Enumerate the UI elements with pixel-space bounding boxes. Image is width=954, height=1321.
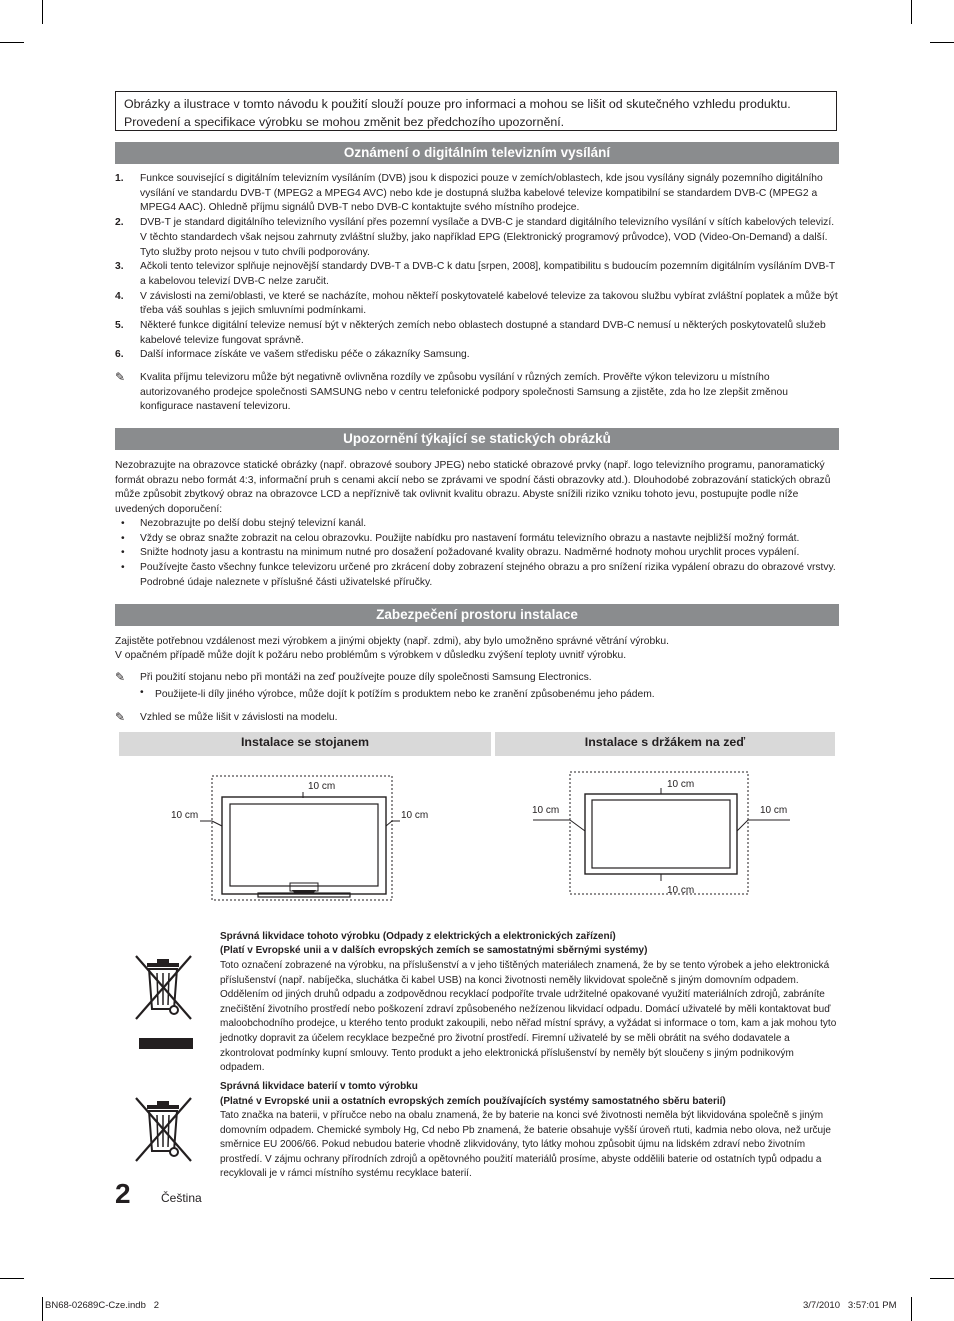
- page-number: 2: [115, 1178, 131, 1209]
- clearance-label-right: 10 cm: [401, 810, 429, 821]
- bullet-text: Používejte často všechny funkce televizoru určené pro zkrácení doby zobrazení stejného obrazu a pro snížení rizika vypálení obrazu do obrazové vrstvy. Podrobné údaje naleznete v příslušné části uživatelské příručky.: [140, 562, 836, 588]
- list-item: [115, 216, 839, 260]
- item-number: 5.: [115, 320, 124, 332]
- column-header-wall: Instalace s držákem na zeď: [495, 732, 835, 756]
- item-text: DVB-T je standard digitálního televizního vysílání přes pozemní vysílače a DVB-C je standard digitálního televizního vysílání v sítích kabelových televizí. V těchto standardech však nejsou zahrnuty zvláštní služby, jako například EPG (Elektronický programový průvodce), VOD (Video-On-Demand) a další. Tyto služby proto nejsou v tuto chvíli podporovány.: [140, 217, 835, 258]
- item-number: 6.: [115, 349, 124, 361]
- page-language: Čeština: [161, 1191, 202, 1205]
- item-text: Funkce související s digitálním televizním vysíláním (DVB) jsou k dispozici pouze v zemích/oblastech, kde jsou vysílány signály pozemního digitálního vysílání ve standardu DVB-T (MPEG2 a MPEG4 AVC) nebo kde je dostupná služba kabelové televize kompatibilní se standardem DVB-C (MPEG2 a MPEG4 AAC). Ohledně příjmu signálů DVB-T nebo DVB-C kontaktujte svého místního prodejce.: [140, 173, 823, 214]
- column-header-stand: Instalace se stojanem: [119, 732, 491, 756]
- static-bullets: [115, 517, 839, 591]
- item-number: 3.: [115, 261, 124, 273]
- dvb-list: [115, 172, 839, 363]
- item-number: 2.: [115, 217, 124, 229]
- pencil-note-icon: ✎: [115, 370, 126, 384]
- print-date-label: 3/7/2010 3:57:01 PM: [803, 1300, 897, 1311]
- print-file-label: BN68-02689C-Cze.indb 2: [45, 1300, 160, 1311]
- bullet-icon: •: [140, 687, 144, 698]
- stand-installation-diagram: [160, 764, 450, 904]
- crop-mark: [911, 0, 912, 24]
- bullet-text: Snižte hodnoty jasu a kontrastu na minimum nutné pro dosažení požadované kvality obrazu. Nadměrné hodnoty mohou urychlit proces vypálení.: [140, 547, 800, 559]
- dvb-note: [115, 371, 815, 415]
- clearance-label-left: 10 cm: [171, 810, 199, 821]
- wall-installation-diagram: [528, 768, 798, 900]
- clearance-label-bottom: 10 cm: [667, 885, 695, 896]
- battery-title: Správná likvidace baterií v tomto výrobku: [220, 1081, 418, 1092]
- list-item: [115, 260, 839, 289]
- install-note: [115, 711, 815, 726]
- install-subbullet: [140, 688, 830, 703]
- weee-title: Správná likvidace tohoto výrobku (Odpady z elektrických a elektronických zařízení): [220, 931, 616, 942]
- install-line: V opačném případě může dojít k požáru nebo problémům s výrobkem v důsledku zvýšení teploty uvnitř výrobku.: [115, 650, 627, 661]
- crop-mark: [930, 1278, 954, 1279]
- crossed-battery-bin-icon: [133, 1095, 195, 1167]
- clearance-label-top: 10 cm: [308, 781, 336, 792]
- crop-mark: [0, 1278, 24, 1279]
- list-item: • Používejte často všechny funkce televizoru určené pro zkrácení doby zobrazení stejného obrazu a pro snížení rizika vypálení obrazu do obrazové vrstvy. Podrobné údaje naleznete v příslušné části uživatelské příručky.: [121, 562, 836, 588]
- item-number: 4.: [115, 290, 124, 302]
- crop-mark: [42, 0, 43, 24]
- clearance-label-right: 10 cm: [760, 805, 788, 816]
- bullet-text: Nezobrazujte po delší dobu stejný televizní kanál.: [140, 518, 367, 529]
- item-text: Další informace získáte ve vašem středisku péče o zákazníky Samsung.: [140, 349, 470, 361]
- weee-subtitle: (Platí v Evropské unii a v dalších evropských zemích se samostatnými sběrnými systémy): [220, 945, 648, 956]
- item-text: Ačkoli tento televizor splňuje nejnovější standardy DVB-T a DVB-C k datu [srpen, 2008], kompatibilitu s budoucím pozemním digitálním vysíláním DVB-T a kabelovou televizí DVB-C nelze zaručit.: [140, 261, 835, 287]
- item-text: Některé funkce digitální televize nemusí být v některých zemích nebo oblastech dostupné a standard DVB-C nemusí u některých poskytovatelů služeb kabelové televize fungovat správně.: [140, 320, 826, 346]
- crossed-bin-icon: [133, 953, 195, 1051]
- clearance-label-top: 10 cm: [667, 779, 695, 790]
- install-note: [115, 671, 815, 686]
- clearance-label-left: 10 cm: [532, 805, 560, 816]
- list-item: • Snižte hodnoty jasu a kontrastu na minimum nutné pro dosažení požadované kvality obrazu. Nadměrné hodnoty mohou urychlit proces vypálení.: [121, 547, 800, 559]
- weee-body: Toto označení zobrazené na výrobku, na příslušenství a v jeho tištěných materiálech znamená, že by se tento výrobek a jeho elektronická příslušenství (např. nabíječka, sluchátka či kabel USB) na konci životnosti neměly likvidovat společně s jiným domovním odpadem. Oddělením od jiných druhů odpadu a zodpovědnou recyklací podpoříte trvale udržitelné opakované využití materiálních zdrojů, zabráníte znečištění životního prostředí nebo poškození zdraví způsobeného nežízenou likvidací odpadu. Domácí uživatelé by měli kontaktovat buď maloobchodního prodejce, u kterého tento produkt zakoupili, nebo něřad místní správy, a vyžádat si informace o tom, kam a jak mohou tyto jednotky dopravit za účelem recyklace bezpečné pro životní prostředí. Firemní uživatelé by se měli obrátit na svého dodavatele a zkontrolovat podmínky kupní smlouvy. Tento produkt a jeho elektronická příslušenství by neměly být sloučeny s jiným podnikovým odpadem.: [220, 960, 837, 1074]
- list-item: [115, 348, 839, 363]
- crop-mark: [42, 1297, 43, 1321]
- disclaimer-box: [115, 91, 837, 131]
- note-text: Vzhled se může lišit v závislosti na modelu.: [140, 712, 338, 723]
- section-title-install: Zabezpečení prostoru instalace: [115, 604, 839, 626]
- disclaimer-line: Obrázky a ilustrace v tomto návodu k použití slouží pouze pro informaci a mohou se lišit od skutečného vzhledu produktu.: [124, 97, 791, 111]
- battery-body: Tato značka na baterii, v příručce nebo na obalu znamená, že by baterie na konci své životnosti neměla být likvidována společně s jiným domovním odpadem. Chemické symboly Hg, Cd nebo Pb znamená, že baterie obsahuje vyšší úroveň rtuti, kadmia nebo olova, než určuje směrnice EU 2006/66. Pokud nebudou baterie vhodně zlikvidovány, tyto látky mohou způsobit újmu na lidském zdraví nebo životním prostředí. V zájmu ochrany přírodních zdrojů a opětovného použití materiálů prosíme, abyste oddělili baterie od ostatních typů odpadu a recyklovali je v rámci místního systému recyklace baterií.: [220, 1110, 831, 1180]
- note-text: Kvalita příjmu televizoru může být negativně ovlivněna rozdíly ve způsobu vysílání v různých zemích. Prověřte výkon televizoru u místního autorizovaného prodejce společnosti SAMSUNG nebo v centru telefonické podpory společnosti Samsung a zjistěte, zda ho lze zlepšit změnou konfigurace nastavení televizoru.: [140, 372, 788, 413]
- disclaimer-line: Provedení a specifikace výrobku se mohou změnit bez předchozího upozornění.: [124, 115, 565, 129]
- list-item: [115, 319, 839, 348]
- item-number: 1.: [115, 173, 124, 184]
- static-intro: Nezobrazujte na obrazovce statické obrázky (např. obrazové soubory JPEG) nebo statické obrazové prvky (např. logo televizního programu, panoramatický formát obrazu nebo formát 4:3, informační pruh s cenami akcií nebo se zprávami ve spodní části obrazovky atd.). Dlouhodobé zobrazování statických obrazů může způsobit zbytkový obraz na obrazovce LCD a nepříznivě tak ovlivnit kvalitu obrazu. Abyste snížili riziko vzniku tohoto jevu, postupujte podle níže uvedených doporučení:: [115, 460, 831, 516]
- note-text: Při použití stojanu nebo při montáži na zeď používejte pouze díly společnosti Samsung Electronics.: [140, 672, 592, 683]
- crop-mark: [911, 1297, 912, 1321]
- bullet-text: Použijete-li díly jiného výrobce, může dojít k potížím s produktem nebo ke zranění způsobenému jeho pádem.: [155, 689, 655, 700]
- list-item: [115, 290, 839, 319]
- install-line: Zajistěte potřebnou vzdálenost mezi výrobkem a jinými objekty (např. zdmi), aby bylo umožněno správné větrání výrobku.: [115, 636, 670, 647]
- list-item: • Vždy se obraz snažte zobrazit na celou obrazovku. Použijte nabídku pro nastavení formátu televizního obrazu a nastavte nejbližší možný formát.: [121, 532, 800, 544]
- list-item: • Nezobrazujte po delší dobu stejný televizní kanál.: [121, 518, 367, 529]
- section-title-dvb: Oznámení o digitálním televizním vysílání: [115, 142, 839, 164]
- crop-mark: [930, 42, 954, 43]
- pencil-note-icon: ✎: [115, 670, 126, 684]
- section-title-static: Upozornění týkající se statických obrázků: [115, 428, 839, 450]
- crop-mark: [0, 42, 24, 43]
- list-item: [115, 172, 839, 216]
- bullet-text: Vždy se obraz snažte zobrazit na celou obrazovku. Použijte nabídku pro nastavení formátu televizního obrazu a nastavte nejbližší možný formát.: [140, 532, 800, 544]
- pencil-note-icon: ✎: [115, 710, 126, 724]
- item-text: V závislosti na zemi/oblasti, ve které se nacházíte, mohou někteří poskytovatelé kabelové televize za takovou službu vybírat zvláštní poplatek a může být třeba váš souhlas s jejich smluvními podmínkami.: [140, 290, 838, 317]
- battery-subtitle: (Platné v Evropské unii a ostatních evropských zemích používajících systémy samostatného sběru baterií): [220, 1096, 726, 1107]
